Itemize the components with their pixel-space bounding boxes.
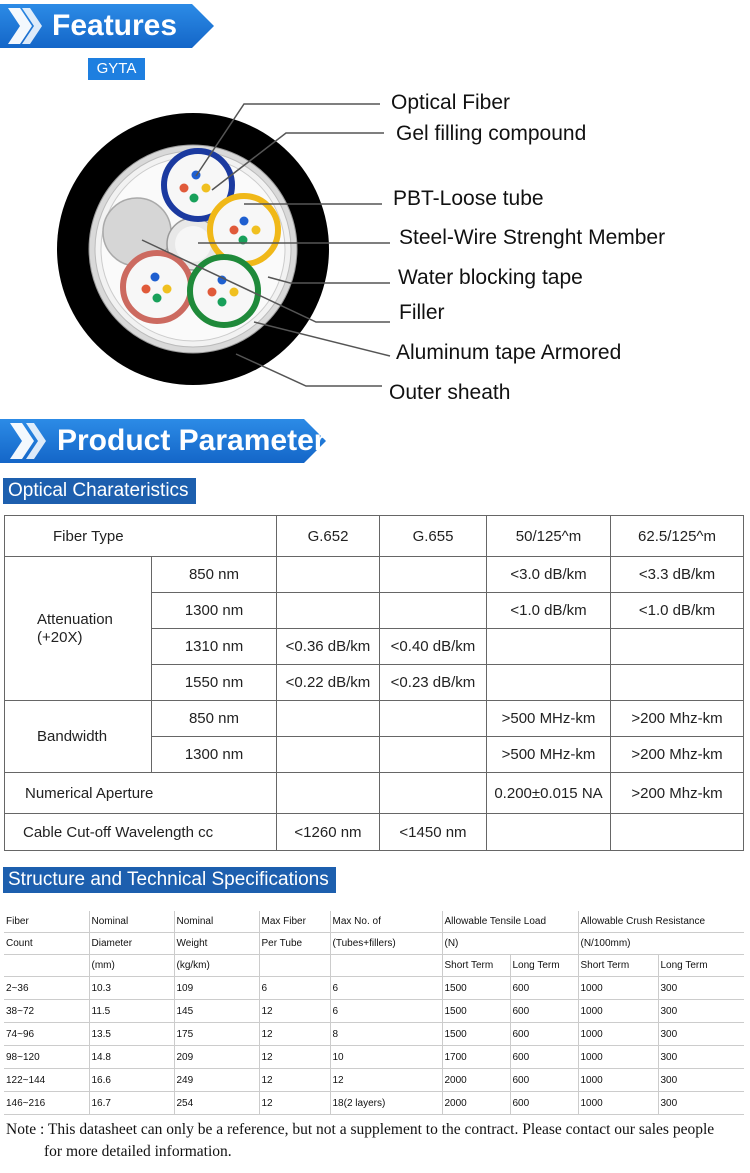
table-cell: <0.40 dB/km: [380, 629, 487, 665]
label-gel-filling: Gel filling compound: [396, 122, 587, 145]
spec-header: Nominal: [89, 911, 174, 933]
table-row: [4, 1069, 744, 1092]
table-cell: 12: [259, 1046, 330, 1069]
spec-header: (mm): [89, 955, 174, 977]
table-cell: 12: [259, 1069, 330, 1092]
table-row: [4, 955, 744, 977]
table-cell: 175: [174, 1023, 259, 1046]
table-cell: 109: [174, 977, 259, 1000]
table-cell: 1310 nm: [152, 629, 277, 665]
table-cell: 1000: [578, 1092, 658, 1115]
table-cell: 18(2 layers): [330, 1092, 442, 1115]
table-cell: 600: [510, 1069, 578, 1092]
table-cell: [611, 665, 744, 701]
table-cell: 600: [510, 1000, 578, 1023]
table-cell: 2~36: [4, 977, 89, 1000]
table-cell: 10: [330, 1046, 442, 1069]
table-cell: 11.5: [89, 1000, 174, 1023]
table-cell: >200 Mhz-km: [611, 701, 744, 737]
spec-header: Nominal: [174, 911, 259, 933]
table-cell: <1450 nm: [380, 814, 487, 851]
spec-header: [259, 955, 330, 977]
table-cell: 12: [259, 1023, 330, 1046]
cable-cross-section: [0, 88, 750, 418]
table-cell: <1.0 dB/km: [487, 593, 611, 629]
header-fiber-type: Fiber Type: [5, 516, 277, 557]
table-row: [5, 814, 744, 851]
attenuation-label-line2: (+20X): [37, 628, 83, 646]
spec-header: Weight: [174, 933, 259, 955]
optical-characteristics-table: [4, 515, 744, 851]
note-line-2: for more detailed information.: [44, 1143, 232, 1160]
table-cell: 2000: [442, 1092, 510, 1115]
table-row: [4, 1092, 744, 1115]
table-cell: 1500: [442, 1023, 510, 1046]
table-cell: >500 MHz-km: [487, 737, 611, 773]
table-cell: 300: [658, 1069, 744, 1092]
spec-header: Allowable Crush Resistance: [578, 911, 744, 933]
table-cell: [487, 665, 611, 701]
label-water-blocking: Water blocking tape: [398, 266, 583, 289]
header-62-125: 62.5/125^m: [611, 516, 744, 557]
table-cell: 1000: [578, 1000, 658, 1023]
table-cell: 300: [658, 977, 744, 1000]
cable-type-tag: GYTA: [88, 58, 145, 80]
spec-header: (Tubes+fillers): [330, 933, 442, 955]
table-cell: 74~96: [4, 1023, 89, 1046]
table-cell: 300: [658, 1000, 744, 1023]
table-cell: >200 Mhz-km: [611, 737, 744, 773]
table-cell: 1300 nm: [152, 737, 277, 773]
attenuation-label: [5, 557, 152, 701]
table-cell: 1000: [578, 1069, 658, 1092]
spec-header: Short Term: [578, 955, 658, 977]
table-cell: <0.36 dB/km: [277, 629, 380, 665]
optical-heading: Optical Charateristics: [3, 478, 196, 504]
features-banner: [0, 4, 214, 48]
table-cell: 600: [510, 1092, 578, 1115]
table-row: [4, 1000, 744, 1023]
table-cell: 300: [658, 1092, 744, 1115]
spec-header: Long Term: [658, 955, 744, 977]
features-title: Features: [52, 9, 178, 42]
table-cell: 300: [658, 1023, 744, 1046]
spec-header: Long Term: [510, 955, 578, 977]
table-cell: 16.7: [89, 1092, 174, 1115]
header-g652: G.652: [277, 516, 380, 557]
table-cell: 10.3: [89, 977, 174, 1000]
table-cell: 249: [174, 1069, 259, 1092]
table-cell: <0.23 dB/km: [380, 665, 487, 701]
spec-header: Count: [4, 933, 89, 955]
table-cell: 8: [330, 1023, 442, 1046]
table-cell: 13.5: [89, 1023, 174, 1046]
spec-header: [330, 955, 442, 977]
table-cell: [611, 629, 744, 665]
table-row: [5, 557, 744, 593]
spec-header: Diameter: [89, 933, 174, 955]
table-cell: 600: [510, 977, 578, 1000]
table-cell: 1000: [578, 977, 658, 1000]
spec-table: [4, 911, 744, 1115]
spec-header: (kg/km): [174, 955, 259, 977]
table-cell: <1260 nm: [277, 814, 380, 851]
table-row: [4, 1023, 744, 1046]
table-row: [4, 977, 744, 1000]
spec-header: (N/100mm): [578, 933, 744, 955]
table-cell: 209: [174, 1046, 259, 1069]
numerical-aperture-label: Numerical Aperture: [5, 773, 277, 814]
table-cell: 122~144: [4, 1069, 89, 1092]
table-cell: [380, 737, 487, 773]
chevron-double-icon: [8, 419, 52, 463]
table-cell: 146~216: [4, 1092, 89, 1115]
spec-header: (N): [442, 933, 578, 955]
spec-header: Max Fiber: [259, 911, 330, 933]
table-cell: 2000: [442, 1069, 510, 1092]
table-cell: 98~120: [4, 1046, 89, 1069]
table-cell: 14.8: [89, 1046, 174, 1069]
spec-header: [4, 955, 89, 977]
product-parameter-title: Product Parameter: [57, 424, 326, 457]
product-parameter-banner: [0, 419, 326, 463]
table-cell: [380, 557, 487, 593]
label-steel-wire: Steel-Wire Strenght Member: [399, 226, 666, 249]
table-cell: 6: [330, 977, 442, 1000]
table-cell: <3.0 dB/km: [487, 557, 611, 593]
label-outer-sheath: Outer sheath: [389, 381, 511, 404]
table-cell: [487, 629, 611, 665]
table-cell: 300: [658, 1046, 744, 1069]
table-cell: <0.22 dB/km: [277, 665, 380, 701]
table-cell: 600: [510, 1023, 578, 1046]
table-cell: [380, 701, 487, 737]
table-row: [5, 773, 744, 814]
table-cell: 1500: [442, 977, 510, 1000]
spec-header: Per Tube: [259, 933, 330, 955]
label-aluminum-tape: Aluminum tape Armored: [396, 341, 622, 364]
table-cell: >500 MHz-km: [487, 701, 611, 737]
header-50-125: 50/125^m: [487, 516, 611, 557]
spec-header: Max No. of: [330, 911, 442, 933]
table-cell: 1000: [578, 1046, 658, 1069]
table-cell: 850 nm: [152, 701, 277, 737]
table-cell: 38~72: [4, 1000, 89, 1023]
table-cell: 1500: [442, 1000, 510, 1023]
table-cell: [277, 701, 380, 737]
table-cell: 850 nm: [152, 557, 277, 593]
table-cell: 6: [259, 977, 330, 1000]
table-cell: [277, 557, 380, 593]
table-cell: [277, 593, 380, 629]
chevron-double-icon: [6, 4, 46, 48]
table-cell: 1550 nm: [152, 665, 277, 701]
table-row: [5, 516, 744, 557]
table-row: [4, 911, 744, 933]
table-row: [4, 933, 744, 955]
spec-header: Short Term: [442, 955, 510, 977]
table-cell: 6: [330, 1000, 442, 1023]
note-line-1: Note : This datasheet can only be a reference, but not a supplement to the contract. Please contact our sales people: [6, 1121, 715, 1138]
label-optical-fiber: Optical Fiber: [391, 91, 511, 114]
table-cell: [380, 773, 487, 814]
spec-header: Fiber: [4, 911, 89, 933]
table-cell: [277, 773, 380, 814]
table-cell: 12: [259, 1000, 330, 1023]
table-cell: <1.0 dB/km: [611, 593, 744, 629]
table-cell: >200 Mhz-km: [611, 773, 744, 814]
bandwidth-label: Bandwidth: [5, 701, 152, 773]
table-cell: 12: [259, 1092, 330, 1115]
attenuation-label-line1: Attenuation: [37, 610, 113, 628]
spec-header: Allowable Tensile Load: [442, 911, 578, 933]
label-filler: Filler: [399, 301, 445, 324]
table-cell: 145: [174, 1000, 259, 1023]
spec-heading: Structure and Technical Specifications: [3, 867, 336, 893]
datasheet-note: [6, 1119, 746, 1163]
table-cell: 600: [510, 1046, 578, 1069]
table-cell: 1700: [442, 1046, 510, 1069]
table-cell: <3.3 dB/km: [611, 557, 744, 593]
table-row: [4, 1046, 744, 1069]
table-cell: [380, 593, 487, 629]
table-cell: [611, 814, 744, 851]
label-loose-tube: PBT-Loose tube: [393, 187, 544, 210]
table-cell: [487, 814, 611, 851]
table-cell: 1300 nm: [152, 593, 277, 629]
table-cell: 16.6: [89, 1069, 174, 1092]
table-row: [5, 701, 744, 737]
table-cell: 0.200±0.015 NA: [487, 773, 611, 814]
header-g655: G.655: [380, 516, 487, 557]
table-cell: 254: [174, 1092, 259, 1115]
table-cell: 12: [330, 1069, 442, 1092]
table-cell: 1000: [578, 1023, 658, 1046]
cutoff-wavelength-label: Cable Cut-off Wavelength cc: [5, 814, 277, 851]
table-cell: [277, 737, 380, 773]
